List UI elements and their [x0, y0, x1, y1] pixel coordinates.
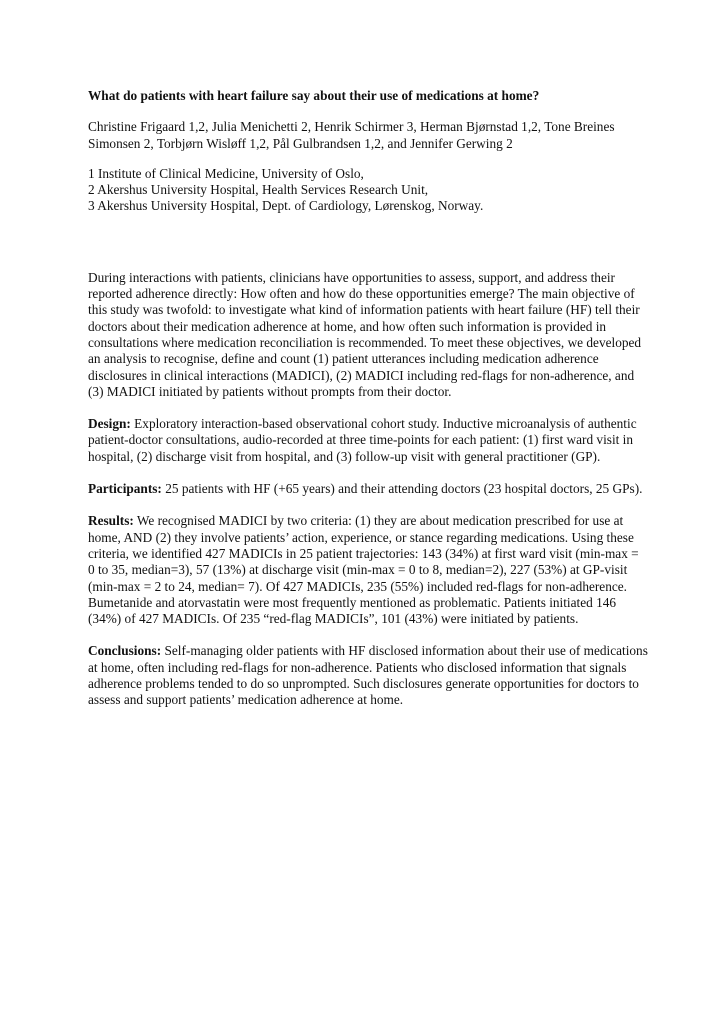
participants-section — [88, 481, 648, 497]
affiliation-2: 2 Akershus University Hospital, Health Services Research Unit, — [88, 182, 429, 198]
document-page — [88, 88, 648, 709]
conclusions-text: Self-managing older patients with HF disclosed information about their use of medications at home, often including red-flags for non-adherence. Patients who disclosed information that signals adherence problems tended to do so unprompted. Such disclosures generate opportunities for doctors to assess and support patients’ medication adherence at home. — [88, 643, 648, 708]
conclusions-label: Conclusions: — [88, 643, 162, 659]
participants-text: 25 patients with HF (+65 years) and their attending doctors (23 hospital doctors, 25 GPs). — [161, 481, 643, 497]
conclusions-section — [88, 643, 648, 708]
results-label: Results: — [88, 513, 134, 529]
participants-label: Participants: — [88, 481, 162, 497]
affiliation-1: 1 Institute of Clinical Medicine, University of Oslo, — [88, 165, 364, 181]
design-label: Design: — [88, 416, 131, 432]
results-text: We recognised MADICI by two criteria: (1) they are about medication prescribed for use at home, AND (2) they involve patients’ action, experience, or stance regarding medications. Using these criteria, we identified 427 MADICIs in 25 patient trajectories: 143 (34%) at first ward visit (min-max = 0 to 35, median=3), 57 (13%) at discharge visit (min-max = 0 to 8, median=2), 227 (53%) at GP-visit (min-max = 2 to 24, median= 7). Of 427 MADICIs, 235 (55%) included red-flags for non-adherence. Bumetanide and atorvastatin were most frequently mentioned as problematic. Patients initiated 146 (34%) of 427 MADICIs. Of 235 “red-flag MADICIs”, 101 (43%) were initiated by patients. — [88, 513, 639, 627]
author-list: Christine Frigaard 1,2, Julia Menichetti 2, Henrik Schirmer 3, Herman Bjørnstad 1,2, Tone Breines Simonsen 2, Torbjørn Wisløff 1,2, Pål Gulbrandsen 1,2, and Jennifer Gerwing 2 — [88, 119, 615, 151]
results-section — [88, 513, 648, 627]
affiliation-list — [88, 166, 648, 215]
design-text: Exploratory interaction-based observational cohort study. Inductive microanalysis of authentic patient-doctor consultations, audio-recorded at three time-points for each patient: (1) first ward visit in hospital, (2) discharge visit from hospital, and (3) follow-up visit with general practitioner (GP). — [88, 416, 637, 464]
design-section — [88, 416, 648, 465]
affiliation-3: 3 Akershus University Hospital, Dept. of Cardiology, Lørenskog, Norway. — [88, 198, 484, 214]
intro-paragraph: During interactions with patients, clinicians have opportunities to assess, support, and address their reported adherence directly: How often and how do these opportunities emerge? The main objective of this study was twofold: to investigate what kind of information patients with heart failure (HF) tell their doctors about their medication adherence at home, and how often such information is provided in consultations where medication reconciliation is recommended. To meet these objectives, we developed an analysis to recognise, define and count (1) patient utterances including medication adherence disclosures in clinical interactions (MADICI), (2) MADICI including red-flags for non-adherence, and (3) MADICI initiated by patients without prompts from their doctor. — [88, 269, 642, 399]
document-title: What do patients with heart failure say about their use of medications at home? — [88, 88, 540, 103]
